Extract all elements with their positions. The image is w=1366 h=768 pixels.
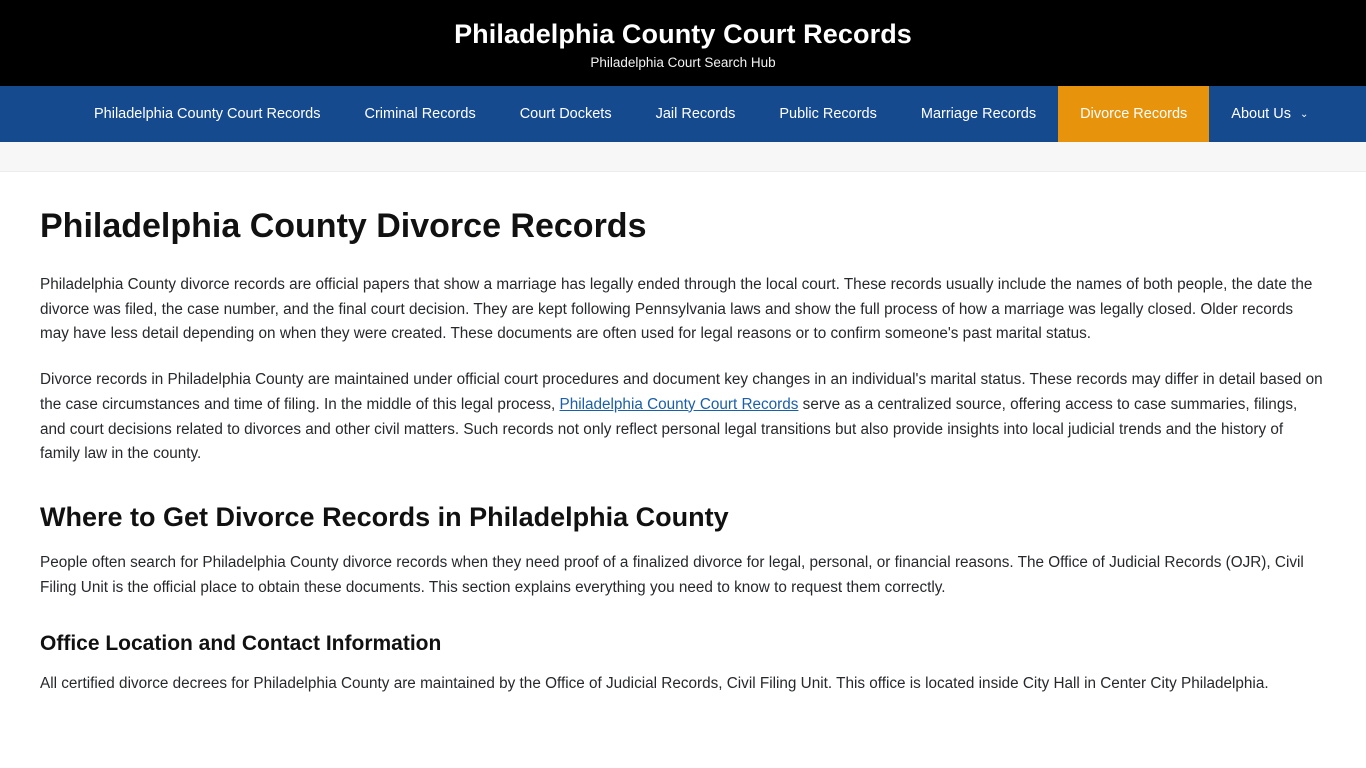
nav-item-philadelphia-county-court-records[interactable] [72, 86, 343, 142]
nav-item-label: Court Dockets [519, 105, 612, 122]
secondary-paragraph [40, 368, 1326, 467]
paragraph-text-after-link: serve as a centralized source, offering access to case summaries, filings, and court decisions related to divorces and other civil matters. Such records not only reflect personal legal transitions but also provide insights into local judicial trends and the history of family law in the county. [40, 395, 1298, 463]
nav-item-divorce-records[interactable] [1058, 86, 1209, 142]
nav-item-court-dockets[interactable] [498, 86, 634, 142]
site-header [0, 0, 1366, 86]
section-title-where-to-get-divorce-records: Where to Get Divorce Records in Philadelphia County [40, 502, 729, 533]
subsection-title-office-location: Office Location and Contact Information [40, 632, 442, 656]
nav-item-label: Marriage Records [920, 105, 1037, 122]
nav-item-about-us[interactable] [1209, 86, 1330, 142]
nav-item-label: Divorce Records [1080, 105, 1188, 122]
nav-item-label: Jail Records [655, 105, 736, 122]
nav-item-marriage-records[interactable] [899, 86, 1058, 142]
site-tagline: Philadelphia Court Search Hub [590, 55, 776, 71]
main-navigation [0, 86, 1366, 142]
chevron-down-icon: ⌄ [1299, 108, 1309, 120]
section-paragraph: People often search for Philadelphia County divorce records when they need proof of a finalized divorce for legal, personal, or financial reasons. The Office of Judicial Records (OJR), Civil Filing Unit is the official place to obtain these documents. This section explains everything you need to know to request them correctly. [40, 554, 1304, 597]
site-title: Philadelphia County Court Records [454, 19, 912, 49]
nav-item-jail-records[interactable] [634, 86, 758, 142]
subsection-paragraph: All certified divorce decrees for Philadelphia County are maintained by the Office of Judicial Records, Civil Filing Unit. This office is located inside City Hall in Center City Philadelphia. [40, 675, 1269, 693]
nav-item-label: Criminal Records [364, 105, 476, 122]
nav-item-public-records[interactable] [757, 86, 899, 142]
intro-paragraph: Philadelphia County divorce records are official papers that show a marriage has legally ended through the local court. These records usually include the names of both people, the date the divorce was filed, the case number, and the final court decision. They are kept following Pennsylvania laws and show the full process of how a marriage was legally closed. Older records may have less detail depending on when they were created. These documents are often used for legal reasons or to confirm someone's past marital status. [40, 275, 1313, 343]
page-title: Philadelphia County Divorce Records [40, 206, 647, 245]
paragraph-text-before-link: Divorce records in Philadelphia County are maintained under official court procedures and document key changes in an individual's marital status. These records may differ in detail based on the case circumstances and time of filing. In the middle of this legal process, [40, 371, 1323, 413]
nav-item-label: Philadelphia County Court Records [94, 105, 321, 122]
article-content [0, 172, 1366, 697]
nav-item-label: Public Records [779, 105, 877, 122]
nav-item-criminal-records[interactable] [343, 86, 498, 142]
header-divider [0, 142, 1366, 172]
nav-item-label: About Us [1231, 105, 1291, 122]
inline-link-philadelphia-county-court-records[interactable]: Philadelphia County Court Records [559, 395, 799, 413]
